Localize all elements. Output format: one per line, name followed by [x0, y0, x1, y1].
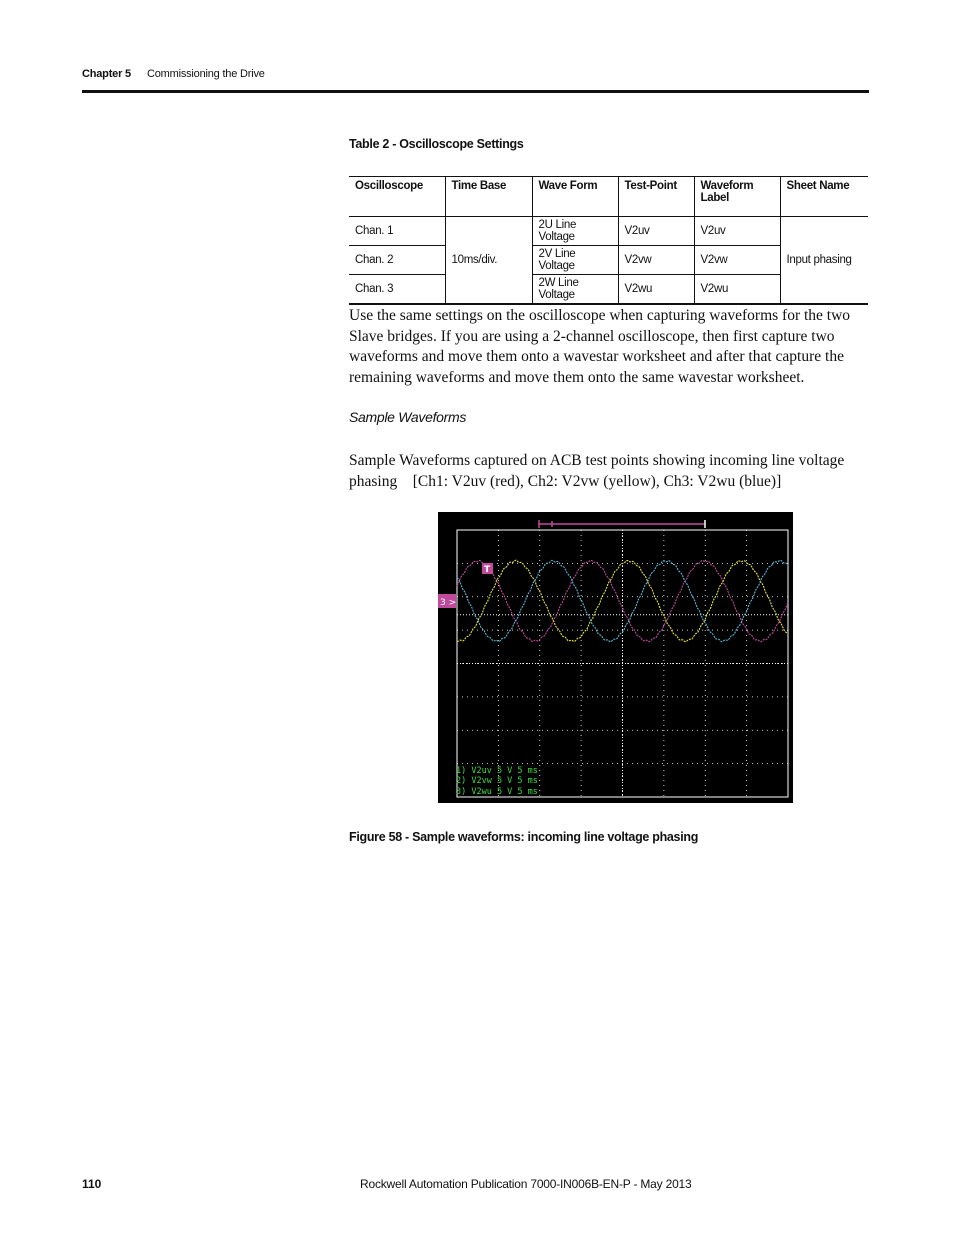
channel-readout: 2) V2vw 5 V 5 ms: [456, 776, 538, 786]
column-header: Sheet Name: [780, 177, 868, 217]
table-cell: V2uv: [618, 217, 694, 246]
sheet-name-cell: Input phasing: [780, 217, 868, 305]
table-row: [349, 217, 868, 246]
channel-marker-label: 3 >: [440, 598, 457, 608]
table-cell: V2vw: [694, 246, 780, 275]
publication-footer: Rockwell Automation Publication 7000-IN006B-EN-P - May 2013: [360, 1177, 692, 1191]
table-cell: 2W Line Voltage: [532, 275, 618, 305]
trigger-marker-label: T: [484, 565, 491, 575]
column-header: Wave Form: [532, 177, 618, 217]
column-header: Test-Point: [618, 177, 694, 217]
table-cell: 2U Line Voltage: [532, 217, 618, 246]
channel-readout: 3) V2wu 5 V 5 ms: [456, 787, 538, 797]
body-paragraph-waveforms: Sample Waveforms captured on ACB test points showing incoming line voltage phasing [Ch1: V2uv (red), Ch2: V2vw (yellow), Ch3: V2wu (blue)]: [349, 452, 849, 490]
channel-readout: 1) V2uv 5 V 5 ms: [456, 766, 538, 776]
table-cell: 2V Line Voltage: [532, 246, 618, 275]
page-header: [82, 66, 869, 93]
oscilloscope-screenshot: [438, 512, 793, 803]
section-title: Commissioning the Drive: [147, 68, 265, 80]
table-header-row: [349, 177, 868, 217]
figure-caption: Figure 58 - Sample waveforms: incoming line voltage phasing: [349, 830, 699, 844]
column-header: Waveform Label: [694, 177, 780, 217]
chapter-label: Chapter 5: [82, 68, 131, 80]
table-cell: V2wu: [694, 275, 780, 305]
oscilloscope-display: [438, 512, 793, 803]
table-cell: V2vw: [618, 246, 694, 275]
page-number: 110: [82, 1177, 102, 1191]
time-base-cell: 10ms/div.: [445, 217, 532, 305]
table-cell: Chan. 3: [349, 275, 445, 305]
body-paragraph-settings: Use the same settings on the oscilloscope when capturing waveforms for the two Slave bridges. If you are using a 2-channel oscilloscope, then first capture two waveforms and move them onto a wavestar worksheet and after that capture the remaining waveforms and move them onto the same wavestar worksheet.: [349, 307, 851, 386]
oscilloscope-settings-table: [349, 176, 868, 305]
table-caption: Table 2 - Oscilloscope Settings: [349, 137, 524, 151]
column-header: Time Base: [445, 177, 532, 217]
table-cell: Chan. 1: [349, 217, 445, 246]
table-cell: V2uv: [694, 217, 780, 246]
table-cell: Chan. 2: [349, 246, 445, 275]
column-header: Oscilloscope: [349, 177, 445, 217]
table-cell: V2wu: [618, 275, 694, 305]
subheading-sample-waveforms: Sample Waveforms: [349, 409, 467, 425]
